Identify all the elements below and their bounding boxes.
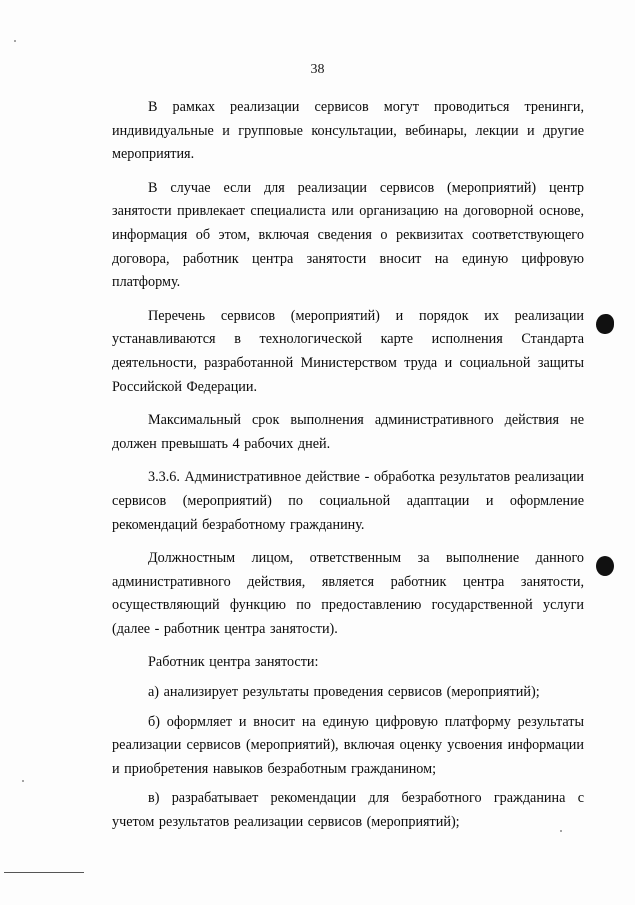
list-item-v: в) разрабатывает рекомендации для безработного гражданина с учетом результатов реализации сервисов (мероприятий); (112, 790, 584, 831)
document-body (112, 96, 584, 841)
scan-speck (560, 830, 562, 832)
paragraph-responsible-official: Должностным лицом, ответственным за выполнение данного административного действия, является работник центра занятости, осуществляющий функцию по предоставлению государственной услуги (далее - работник центра занятости). (112, 550, 584, 637)
paragraph-employee-heading: Работник центра занятости: (148, 654, 319, 671)
paragraph-services-list: Перечень сервисов (мероприятий) и порядок их реализации устанавливаются в технологической карте исполнения Стандарта деятельности, разработанной Министерством труда и социальной защиты Российской Федерации. (112, 307, 584, 395)
binder-hole-mark-top (596, 314, 614, 334)
paragraph-contract-specialist: В случае если для реализации сервисов (мероприятий) центр занятости привлекает специалиста или организацию на договорной основе, информация об этом, включая сведения о реквизитах соответствующего договора, работник центра занятости вносит на единую цифровую платформу. (112, 179, 584, 291)
paragraph-max-term: Максимальный срок выполнения административного действия не должен превышать 4 рабочих дней. (112, 412, 584, 452)
footer-rule (4, 872, 84, 873)
paragraph-trainings: В рамках реализации сервисов могут проводиться тренинги, индивидуальные и групповые консультации, вебинары, лекции и другие мероприятия. (112, 99, 584, 163)
page-number: 38 (310, 62, 325, 77)
scan-speck (14, 40, 16, 42)
binder-hole-mark-bottom (596, 556, 614, 576)
list-item-b: б) оформляет и вносит на единую цифровую платформу результаты реализации сервисов (мероприятий), включая оценку усвоения информации и приобретения навыков безработным гражданином; (112, 713, 584, 777)
scan-speck (22, 780, 24, 782)
list-item-a: а) анализирует результаты проведения сервисов (мероприятий); (148, 684, 540, 701)
paragraph-section-3-3-6: 3.3.6. Административное действие - обработка результатов реализации сервисов (мероприятий) по социальной адаптации и оформление рекомендаций безработному гражданину. (112, 469, 584, 533)
